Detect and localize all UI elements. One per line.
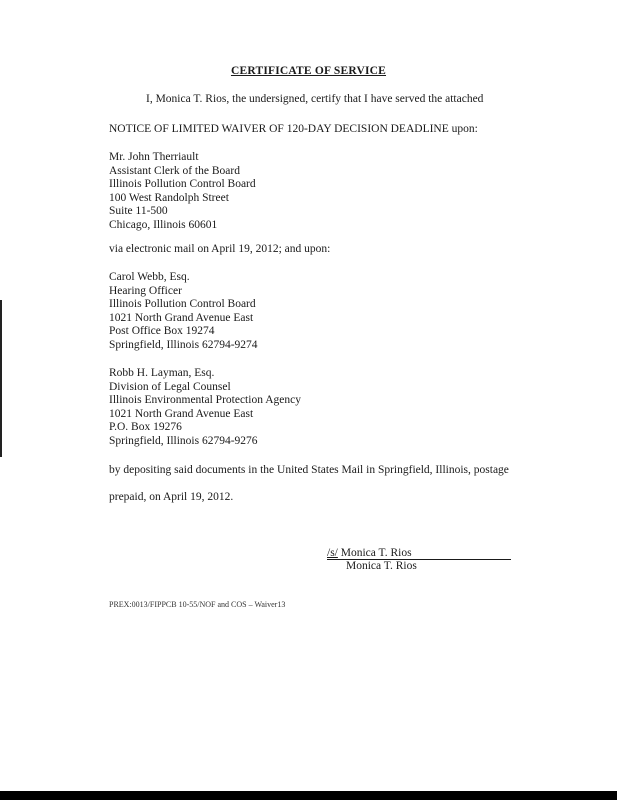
via-electronic-line: via electronic mail on April 19, 2012; and upon:	[109, 243, 331, 255]
printed-name: Monica T. Rios	[346, 560, 417, 572]
scan-edge-mark	[0, 300, 2, 457]
deposit-statement: by depositing said documents in the United States Mail in Springfield, Illinois, postage	[109, 464, 509, 476]
recipient-title: Assistant Clerk of the Board	[109, 164, 240, 177]
document-footer-code: PREX:0013/FIPPCB 10-55/NOF and COS – Waiver13	[109, 600, 286, 609]
recipient-street: 1021 North Grand Avenue East	[109, 311, 254, 324]
recipient-city: Chicago, Illinois 60601	[109, 218, 218, 231]
recipient-name: Carol Webb, Esq.	[109, 271, 190, 283]
recipient-street: 1021 North Grand Avenue East	[109, 407, 254, 420]
signature-line	[327, 547, 511, 560]
recipient-pobox: Post Office Box 19274	[109, 325, 215, 338]
recipient-org: Illinois Pollution Control Board	[109, 178, 256, 191]
document-title: CERTIFICATE OF SERVICE	[230, 65, 387, 77]
recipient-pobox: P.O. Box 19276	[109, 421, 182, 434]
recipient-title: Hearing Officer	[109, 284, 182, 297]
deposit-statement-cont: prepaid, on April 19, 2012.	[109, 491, 234, 503]
intro-statement: I, Monica T. Rios, the undersigned, certify that I have served the attached	[146, 93, 484, 105]
recipient-city: Springfield, Illinois 62794-9276	[109, 434, 258, 447]
recipient-name: Mr. John Therriault	[109, 151, 199, 163]
recipient-suite: Suite 11-500	[109, 205, 168, 218]
recipient-name: Robb H. Layman, Esq.	[109, 367, 215, 379]
recipient-address-1	[109, 151, 256, 233]
signature-prefix: /s/	[327, 547, 338, 559]
signature-block	[327, 547, 511, 561]
scan-bottom-border	[0, 791, 617, 800]
recipient-title: Division of Legal Counsel	[109, 380, 231, 393]
recipient-address-3	[109, 367, 301, 449]
recipient-org: Illinois Pollution Control Board	[109, 298, 256, 311]
recipient-address-2	[109, 271, 258, 353]
signature-name: Monica T. Rios	[340, 547, 412, 559]
notice-line: NOTICE OF LIMITED WAIVER OF 120-DAY DECISION DEADLINE upon:	[109, 123, 478, 135]
recipient-street: 100 West Randolph Street	[109, 191, 229, 204]
recipient-org: Illinois Environmental Protection Agency	[109, 394, 301, 407]
recipient-city: Springfield, Illinois 62794-9274	[109, 338, 258, 351]
